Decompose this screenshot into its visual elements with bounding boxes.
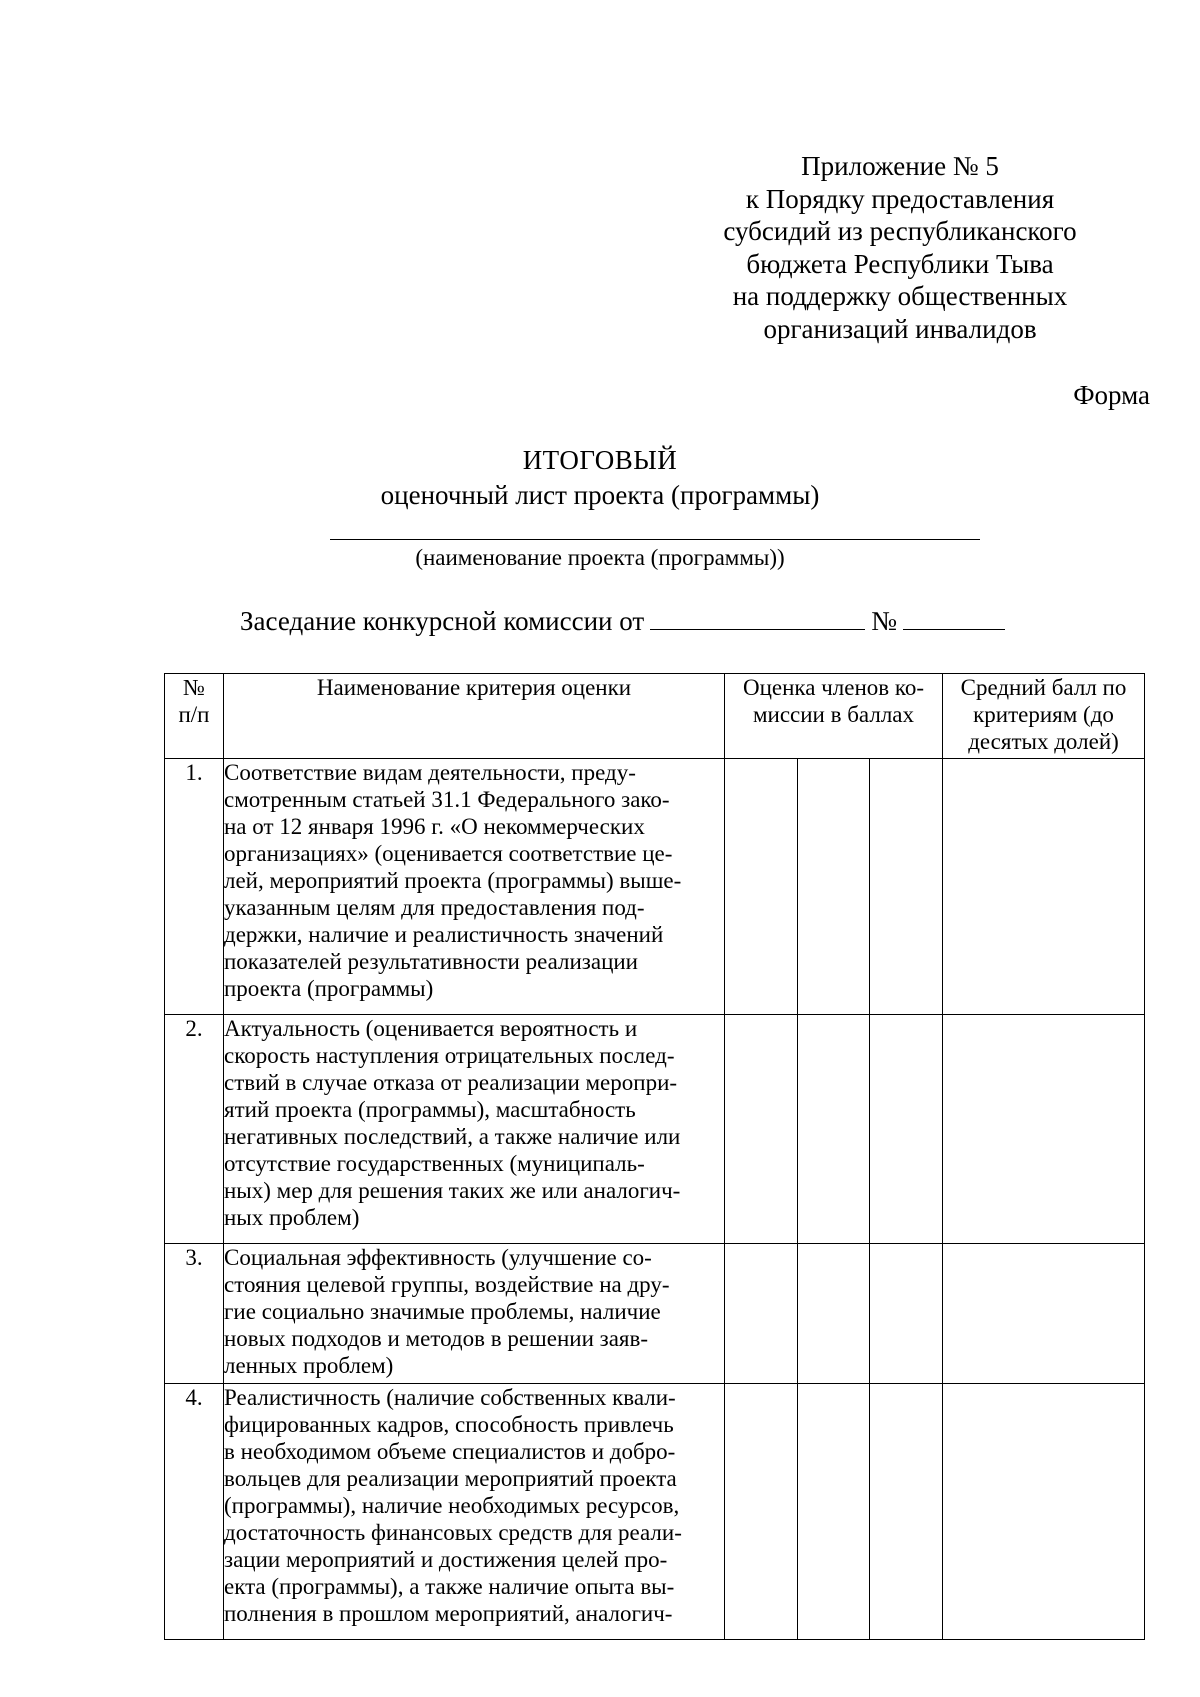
criterion-text — [224, 1244, 725, 1384]
score-cell[interactable] — [870, 1384, 943, 1640]
header-score-line: миссии в баллах — [752, 702, 915, 727]
row-number: 3. — [165, 1244, 224, 1384]
criterion-line: Актуальность (оценивается вероятность и — [224, 1016, 638, 1041]
evaluation-table — [164, 673, 1145, 1640]
criterion-line: держки, наличие и реалистичность значений — [224, 922, 664, 947]
appendix-line: на поддержку общественных — [732, 281, 1068, 311]
criterion-line: ствий в случае отказа от реализации меропри- — [224, 1070, 678, 1095]
header-number-line: № — [183, 675, 205, 700]
criterion-line: зации мероприятий и достижения целей про- — [224, 1547, 668, 1572]
appendix-line: субсидий из республиканского — [723, 216, 1077, 246]
criterion-line: новых подходов и методов в решении заяв- — [224, 1326, 649, 1351]
average-cell[interactable] — [943, 1015, 1145, 1244]
document-subtitle: оценочный лист проекта (программы) — [380, 480, 820, 510]
criterion-text — [224, 1015, 725, 1244]
header-avg-line: Средний балл по — [960, 675, 1127, 700]
score-cell[interactable] — [725, 1244, 798, 1384]
criterion-line: проекта (программы) — [224, 976, 434, 1001]
average-cell[interactable] — [943, 759, 1145, 1015]
header-number-line: п/п — [178, 702, 210, 727]
criterion-line: скорость наступления отрицательных послед- — [224, 1043, 675, 1068]
average-cell[interactable] — [943, 1244, 1145, 1384]
criterion-line: ленных проблем) — [224, 1353, 394, 1378]
header-average-score — [943, 674, 1145, 759]
header-number — [165, 674, 224, 759]
criterion-line: Социальная эффективность (улучшение со- — [224, 1245, 652, 1270]
table-row — [165, 1384, 1145, 1640]
criterion-line: организациях» (оценивается соответствие це- — [224, 841, 673, 866]
form-label: Форма — [1073, 380, 1150, 410]
table-row — [165, 759, 1145, 1015]
project-name-caption: (наименование проекта (программы)) — [415, 545, 785, 570]
criterion-line: смотренным статьей 31.1 Федерального зако- — [224, 787, 670, 812]
appendix-line: Приложение № 5 — [801, 151, 999, 181]
score-cell[interactable] — [798, 1015, 870, 1244]
appendix-line: к Порядку предоставления — [745, 183, 1055, 214]
criterion-line: (программы), наличие необходимых ресурсов, — [224, 1493, 680, 1518]
criterion-line: лей, мероприятий проекта (программы) выше- — [224, 868, 682, 893]
table-row — [165, 1244, 1145, 1384]
criterion-line: стояния целевой группы, воздействие на дру- — [224, 1272, 670, 1297]
score-cell[interactable] — [725, 1015, 798, 1244]
score-cell[interactable] — [798, 1244, 870, 1384]
criterion-line: на от 12 января 1996 г. «О некоммерческих — [224, 814, 645, 839]
row-number: 1. — [165, 759, 224, 1015]
criterion-text — [224, 1384, 725, 1640]
score-cell[interactable] — [725, 759, 798, 1015]
criterion-line: в необходимом объеме специалистов и добро- — [224, 1439, 676, 1464]
criterion-line: гие социально значимые проблемы, наличие — [224, 1299, 661, 1324]
appendix-line: организаций инвалидов — [763, 313, 1037, 344]
appendix-line: бюджета Республики Тыва — [746, 248, 1054, 279]
appendix-header — [700, 150, 1100, 345]
row-number: 2. — [165, 1015, 224, 1244]
criterion-line: показателей результативности реализации — [224, 949, 638, 974]
meeting-date-blank — [650, 605, 865, 630]
document-title: ИТОГОВЫЙ — [522, 445, 678, 475]
score-cell[interactable] — [798, 759, 870, 1015]
score-cell[interactable] — [870, 1015, 943, 1244]
score-cell[interactable] — [725, 1384, 798, 1640]
criterion-line: Соответствие видам деятельности, преду- — [224, 760, 636, 785]
criterion-line: ных проблем) — [224, 1205, 360, 1230]
criterion-line: достаточность финансовых средств для реали- — [224, 1520, 682, 1545]
meeting-label: Заседание конкурсной комиссии от — [240, 606, 645, 636]
criterion-line: негативных последствий, а также наличие или — [224, 1124, 681, 1149]
criterion-line: екта (программы), а также наличие опыта вы- — [224, 1574, 675, 1599]
header-score-line: Оценка членов ко- — [742, 675, 925, 700]
criterion-line: ятий проекта (программы), масштабность — [224, 1097, 636, 1122]
table-row — [165, 1015, 1145, 1244]
header-avg-line: десятых долей) — [968, 729, 1119, 754]
header-avg-line: критериям (до — [973, 702, 1114, 727]
criterion-line: фицированных кадров, способность привлечь — [224, 1412, 674, 1437]
project-name-field-line — [330, 539, 980, 540]
header-criterion: Наименование критерия оценки — [224, 674, 725, 759]
score-cell[interactable] — [870, 1244, 943, 1384]
criterion-line: полнения в прошлом мероприятий, аналогич- — [224, 1601, 673, 1626]
score-cell[interactable] — [870, 759, 943, 1015]
criterion-line: ных) мер для решения таких же или аналогич- — [224, 1178, 681, 1203]
score-cell[interactable] — [798, 1384, 870, 1640]
row-number: 4. — [165, 1384, 224, 1640]
criterion-text — [224, 759, 725, 1015]
meeting-number-blank — [903, 605, 1005, 630]
table-header-row — [165, 674, 1145, 759]
average-cell[interactable] — [943, 1384, 1145, 1640]
meeting-line — [240, 605, 1005, 637]
criterion-line: указанным целям для предоставления под- — [224, 895, 645, 920]
header-member-score — [725, 674, 943, 759]
criterion-line: вольцев для реализации мероприятий проекта — [224, 1466, 677, 1491]
criterion-line: Реалистичность (наличие собственных квали- — [224, 1385, 676, 1410]
criterion-line: отсутствие государственных (муниципаль- — [224, 1151, 645, 1176]
meeting-number-label: № — [871, 606, 897, 636]
